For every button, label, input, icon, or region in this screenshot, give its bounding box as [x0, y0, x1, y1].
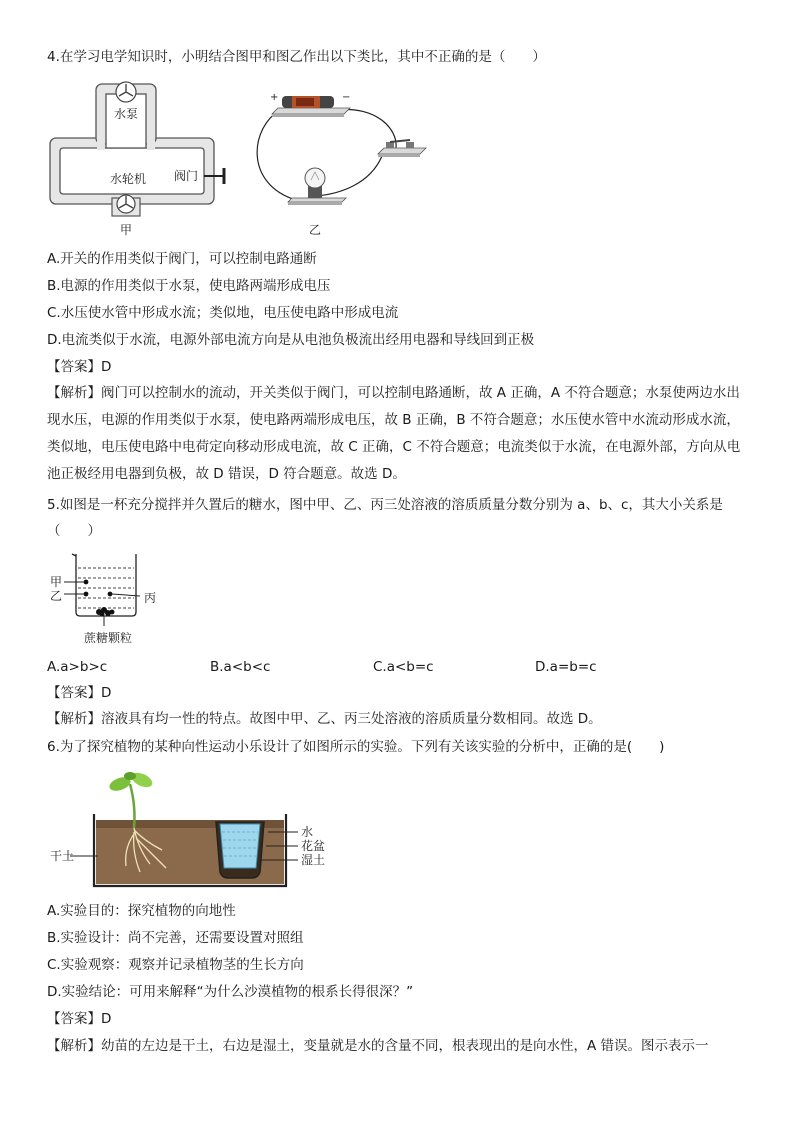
q4-option-b: B.电源的作用类似于水泵，使电路两端形成电压: [47, 278, 331, 294]
q6-answer: 【答案】D: [47, 1011, 112, 1027]
q6-analysis: 【解析】幼苗的左边是干土，右边是湿土，变量就是水的含量不同，根表现出的是向水性，A 错误。图示表示一: [47, 1038, 709, 1054]
q6-option-d: D.实验结论：可用来解释“为什么沙漠植物的根系长得很深？”: [47, 984, 414, 1000]
q4-analysis: 【解析】阀门可以控制水的流动，开关类似于阀门，可以控制电路通断，故 A 正确，A 不符合题意；水泵使两边水出现水压，电源的作用类似于水泵，使电路两端形成电压，故 B 正确，B 不符合题意；水压使水管中水流动形成水流，类似地，电压使电路中电荷定向移动形成电流，故 C 正确，C 不符合题意；电流类似于水流，在电源外部，方向从电池正极经用电器到负极，故 D 错误，D 符合题意。故选 D。: [47, 385, 741, 482]
dry-soil-label: 干土: [50, 849, 75, 863]
q5-answer: 【答案】D: [47, 685, 112, 701]
q4-answer: 【答案】D: [47, 359, 112, 375]
q6-option-a: A.实验目的：探究植物的向地性: [47, 903, 236, 919]
q5-stem: 5.如图是一杯充分搅拌并久置后的糖水，图中甲、乙、丙三处溶液的溶质质量分数分别为 a、b、c，其大小关系是: [47, 497, 723, 513]
label-bing: 丙: [144, 591, 157, 605]
fig-jia-caption: 甲: [119, 223, 133, 237]
pump-label: 水泵: [113, 107, 139, 121]
q4-figure-water-circuit: [46, 80, 236, 242]
q5-stem-bracket: （ ）: [47, 523, 101, 539]
q4-stem: 4.在学习电学知识时，小明结合图甲和图乙作出以下类比，其中不正确的是（ ）: [47, 49, 546, 65]
battery-minus-label: −: [342, 92, 351, 103]
q5-option-d: D.a=b=c: [535, 659, 597, 675]
q4-figure-electric-circuit: [250, 88, 430, 242]
q5-option-c: C.a<b=c: [373, 659, 434, 675]
label-jia: 甲: [50, 575, 63, 589]
valve-label: 阀门: [173, 169, 199, 183]
q4-option-c: C.水压使水管中形成水流；类似地，电压使电路中形成电流: [47, 305, 399, 321]
q6-option-b: B.实验设计：尚不完善，还需要设置对照组: [47, 930, 304, 946]
battery-plus-label: +: [270, 92, 279, 103]
q5-analysis: 【解析】溶液具有均一性的特点。故图中甲、乙、丙三处溶液的溶质质量分数相同。故选 D。: [47, 711, 602, 727]
q5-figure-beaker: [46, 550, 186, 650]
pot-label: 花盆: [301, 839, 326, 853]
wet-soil-label: 湿土: [301, 853, 326, 867]
q6-stem: 6.为了探究植物的某种向性运动小乐设计了如图所示的实验。下列有关该实验的分析中，正确的是( ): [47, 739, 665, 755]
fig-yi-caption: 乙: [308, 223, 322, 237]
q6-figure-plant-experiment: [46, 768, 346, 896]
q5-option-a: A.a>b>c: [47, 659, 108, 675]
q6-option-c: C.实验观察：观察并记录植物茎的生长方向: [47, 957, 304, 973]
q4-option-a: A.开关的作用类似于阀门，可以控制电路通断: [47, 251, 317, 267]
water-label: 水: [301, 825, 314, 839]
q5-option-b: B.a<b<c: [210, 659, 271, 675]
q4-option-d: D.电流类似于水流，电源外部电流方向是从电池负极流出经用电器和导线回到正极: [47, 332, 535, 348]
label-yi: 乙: [50, 589, 63, 603]
sugar-caption: 蔗糖颗粒: [83, 631, 133, 645]
turbine-label: 水轮机: [109, 172, 147, 186]
